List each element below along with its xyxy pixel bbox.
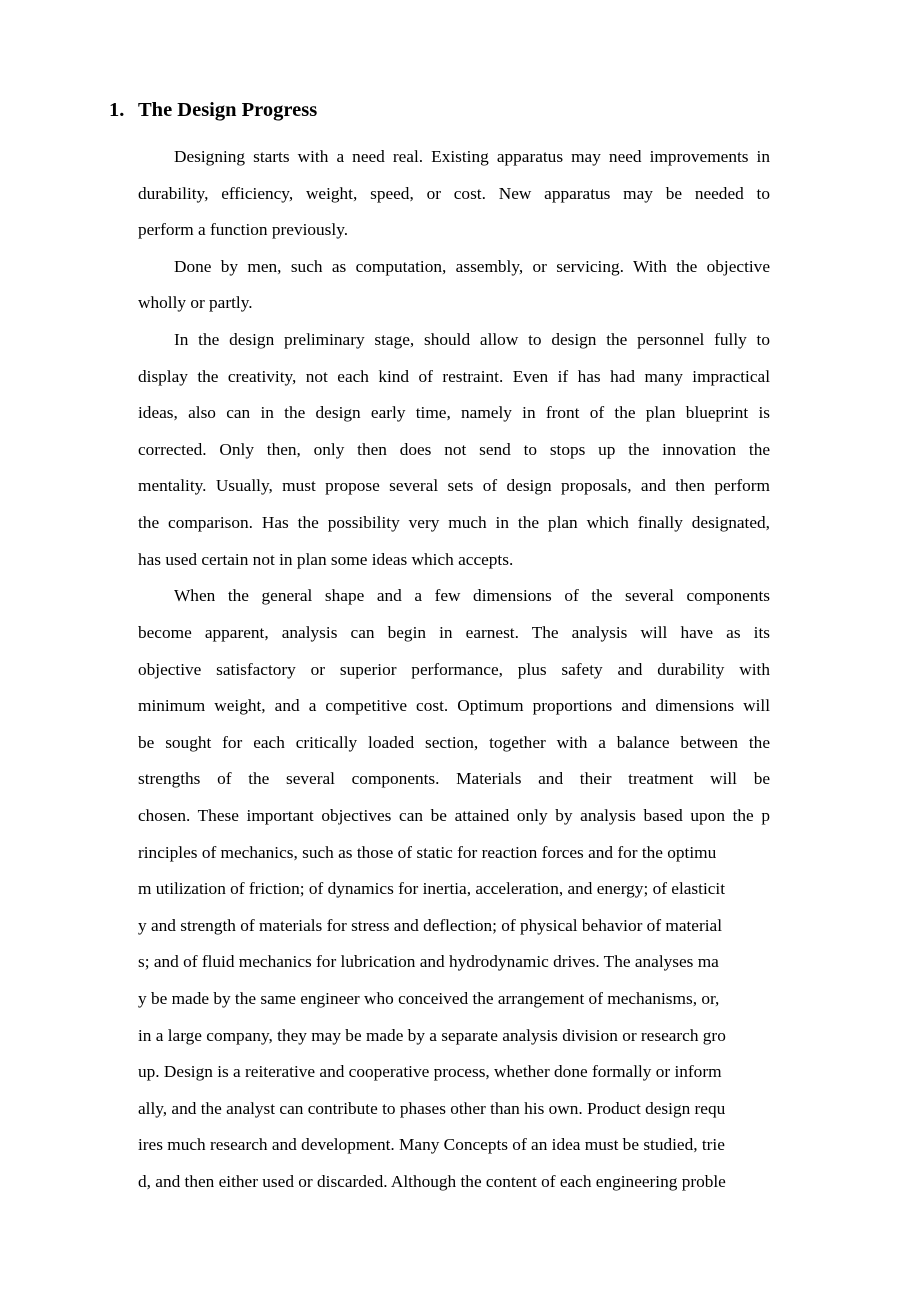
text-line: y and strength of materials for stress and deflection; of physical behavior of material	[138, 915, 723, 935]
text-line: perform a function previously.	[138, 220, 349, 240]
text-line: strengths of the several components. Materials and their treatment will be	[138, 769, 770, 789]
text-line: minimum weight, and a competitive cost. Optimum proportions and dimensions will	[138, 696, 770, 716]
text-line: corrected. Only then, only then does not send to stops up the innovation the	[138, 439, 770, 459]
text-line: ires much research and development. Many Concepts of an idea must be studied, trie	[138, 1135, 725, 1155]
text-line: ideas, also can in the design early time, namely in front of the plan blueprint is	[138, 403, 770, 423]
section-title: The Design Progress	[138, 99, 318, 121]
text-line: up. Design is a reiterative and cooperative process, whether done formally or inform	[138, 1062, 722, 1082]
body-text	[138, 139, 770, 1201]
text-line: In the design preliminary stage, should allow to design the personnel fully to	[174, 330, 770, 350]
text-line: ally, and the analyst can contribute to phases other than his own. Product design requ	[138, 1098, 726, 1118]
text-line: has used certain not in plan some ideas which accepts.	[138, 549, 514, 569]
text-line: wholly or partly.	[138, 293, 253, 313]
text-line: mentality. Usually, must propose several sets of design proposals, and then perform	[138, 476, 770, 496]
text-line: m utilization of friction; of dynamics for inertia, acceleration, and energy; of elasticit	[138, 879, 726, 899]
section-heading	[109, 99, 317, 122]
text-line: When the general shape and a few dimensions of the several components	[174, 586, 770, 606]
text-line: chosen. These important objectives can be attained only by analysis based upon the p	[138, 805, 770, 825]
section-number: 1.	[109, 99, 125, 121]
text-line: display the creativity, not each kind of restraint. Even if has had many impractical	[138, 366, 770, 386]
text-line: the comparison. Has the possibility very much in the plan which finally designated,	[138, 513, 770, 533]
text-line: Designing starts with a need real. Existing apparatus may need improvements in	[174, 147, 770, 166]
text-line: y be made by the same engineer who conceived the arrangement of mechanisms, or,	[138, 989, 720, 1009]
text-line: d, and then either used or discarded. Although the content of each engineering proble	[138, 1172, 726, 1192]
text-line: be sought for each critically loaded section, together with a balance between the	[138, 732, 770, 752]
text-line: Done by men, such as computation, assembly, or servicing. With the objective	[174, 256, 770, 276]
text-line: objective satisfactory or superior performance, plus safety and durability with	[138, 659, 770, 679]
text-line: s; and of fluid mechanics for lubrication and hydrodynamic drives. The analyses ma	[138, 952, 719, 972]
text-line: durability, efficiency, weight, speed, or cost. New apparatus may be needed to	[138, 183, 770, 203]
text-line: become apparent, analysis can begin in earnest. The analysis will have as its	[138, 622, 770, 642]
text-line: rinciples of mechanics, such as those of static for reaction forces and for the optimu	[138, 842, 717, 862]
text-line: in a large company, they may be made by a separate analysis division or research gro	[138, 1025, 726, 1045]
